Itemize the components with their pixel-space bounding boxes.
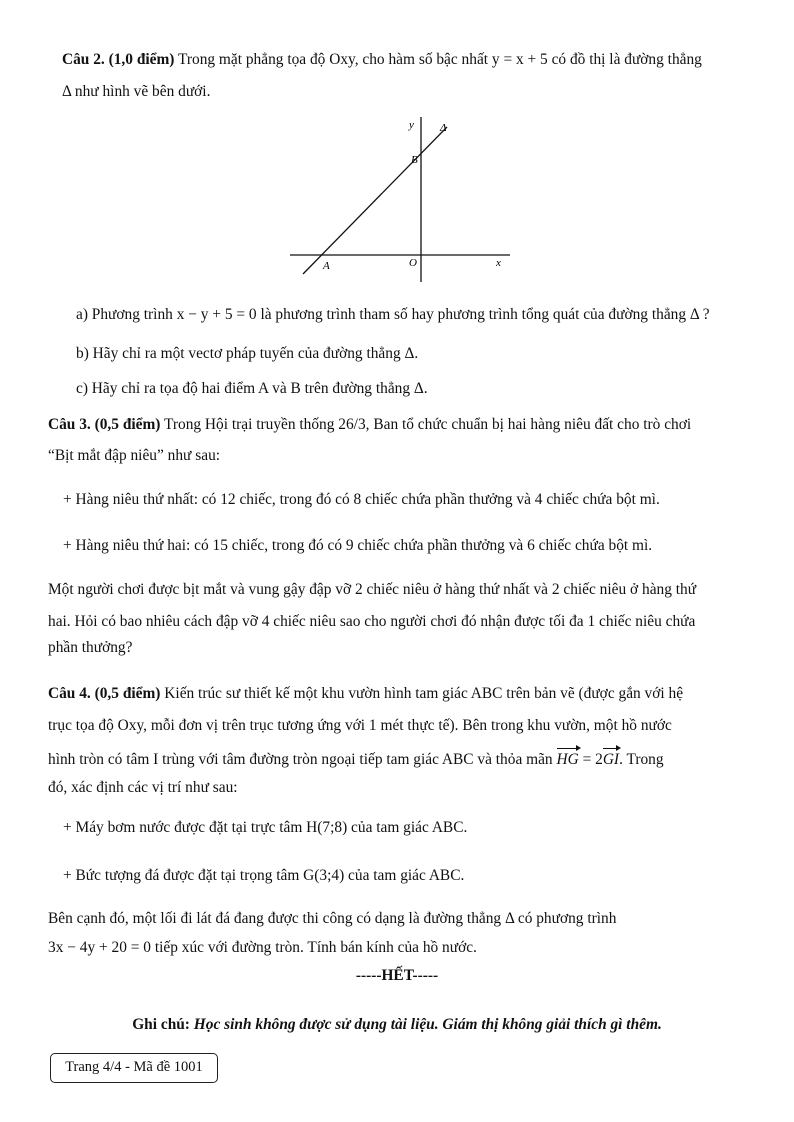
q3-item2: + Hàng niêu thứ hai: có 15 chiếc, trong đó có 9 chiếc chứa phần thưởng và 6 chiếc chứa bột mì. <box>63 537 653 554</box>
y-axis-label: y <box>409 119 414 131</box>
q4-line1: Kiến trúc sư thiết kế một khu vườn hình tam giác ABC trên bản vẽ (được gắn với hệ <box>164 685 684 702</box>
note <box>0 1015 794 1035</box>
q4-item2: + Bức tượng đá được đặt tại trọng tâm G(3;4) của tam giác ABC. <box>63 867 465 884</box>
q3-para-line3: phần thưởng? <box>48 639 133 656</box>
q2-line2: Δ như hình vẽ bên dưới. <box>62 83 211 100</box>
q2-part-a: a) Phương trình x − y + 5 = 0 là phương trình tham số hay phương trình tổng quát của đường thẳng Δ ? <box>76 306 710 323</box>
q4-line3-end: . Trong <box>619 751 664 768</box>
q4-para-line1: Bên cạnh đó, một lối đi lát đá đang được thi công có dạng là đường thẳng Δ có phương trình <box>48 910 617 927</box>
q3-heading: Câu 3. (0,5 điểm) <box>48 416 161 433</box>
page-footer: Trang 4/4 - Mã đề 1001 <box>50 1053 218 1083</box>
q2-part-c: c) Hãy chỉ ra tọa độ hai điểm A và B trên đường thẳng Δ. <box>76 380 428 397</box>
x-axis-label: x <box>496 257 501 269</box>
q4-intro <box>48 684 683 704</box>
q3-para-line2: hai. Hỏi có bao nhiêu cách đập vỡ 4 chiếc niêu sao cho người chơi đó nhận được tối đa 1 chiếc niêu chứa <box>48 613 696 630</box>
vector-equation-sign: = 2 <box>578 751 603 768</box>
q3-line1: Trong Hội trại truyền thống 26/3, Ban tổ chức chuẩn bị hai hàng niêu đất cho trò chơi <box>164 416 692 433</box>
origin-label: O <box>409 257 417 269</box>
vector-gi: GI <box>602 751 620 768</box>
q2-part-b: b) Hãy chỉ ra một vectơ pháp tuyến của đường thẳng Δ. <box>76 345 419 362</box>
point-b-label: B <box>411 154 418 166</box>
note-label: Ghi chú: <box>132 1016 190 1033</box>
q4-line3 <box>48 750 664 770</box>
q4-line3-text: hình tròn có tâm I trùng với tâm đường tròn ngoại tiếp tam giác ABC và thỏa mãn <box>48 751 553 768</box>
delta-label: Δ <box>440 122 447 134</box>
note-text: Học sinh không được sử dụng tài liệu. Giám thị không giải thích gì thêm. <box>193 1016 662 1033</box>
q4-heading: Câu 4. (0,5 điểm) <box>48 685 161 702</box>
q4-para-line2: 3x − 4y + 20 = 0 tiếp xúc với đường tròn. Tính bán kính của hồ nước. <box>48 939 477 956</box>
q4-line4: đó, xác định các vị trí như sau: <box>48 779 238 796</box>
point-a-label: A <box>323 260 330 272</box>
vector-hg: HG <box>556 751 579 768</box>
line-graph-figure <box>285 112 515 287</box>
q2-line1: Trong mặt phẳng tọa độ Oxy, cho hàm số bậc nhất y = x + 5 có đồ thị là đường thẳng <box>178 51 702 68</box>
q3-para-line1: Một người chơi được bịt mắt và vung gậy đập vỡ 2 chiếc niêu ở hàng thứ nhất và 2 chiếc niêu ở hàng thứ <box>48 581 697 598</box>
q4-item1: + Máy bơm nước được đặt tại trực tâm H(7;8) của tam giác ABC. <box>63 819 468 836</box>
delta-line <box>303 127 447 274</box>
q3-line2: “Bịt mắt đập niêu” như sau: <box>48 447 221 464</box>
q2-intro <box>62 50 702 70</box>
q3-intro <box>48 415 691 435</box>
q4-line2: trục tọa độ Oxy, mỗi đơn vị trên trục tương ứng với 1 mét thực tế). Bên trong khu vườn, một hồ nước <box>48 717 672 734</box>
q3-item1: + Hàng niêu thứ nhất: có 12 chiếc, trong đó có 8 chiếc chứa phần thưởng và 4 chiếc chứa bột mì. <box>63 491 660 508</box>
q2-heading: Câu 2. (1,0 điểm) <box>62 51 175 68</box>
end-marker: -----HẾT----- <box>355 967 439 984</box>
